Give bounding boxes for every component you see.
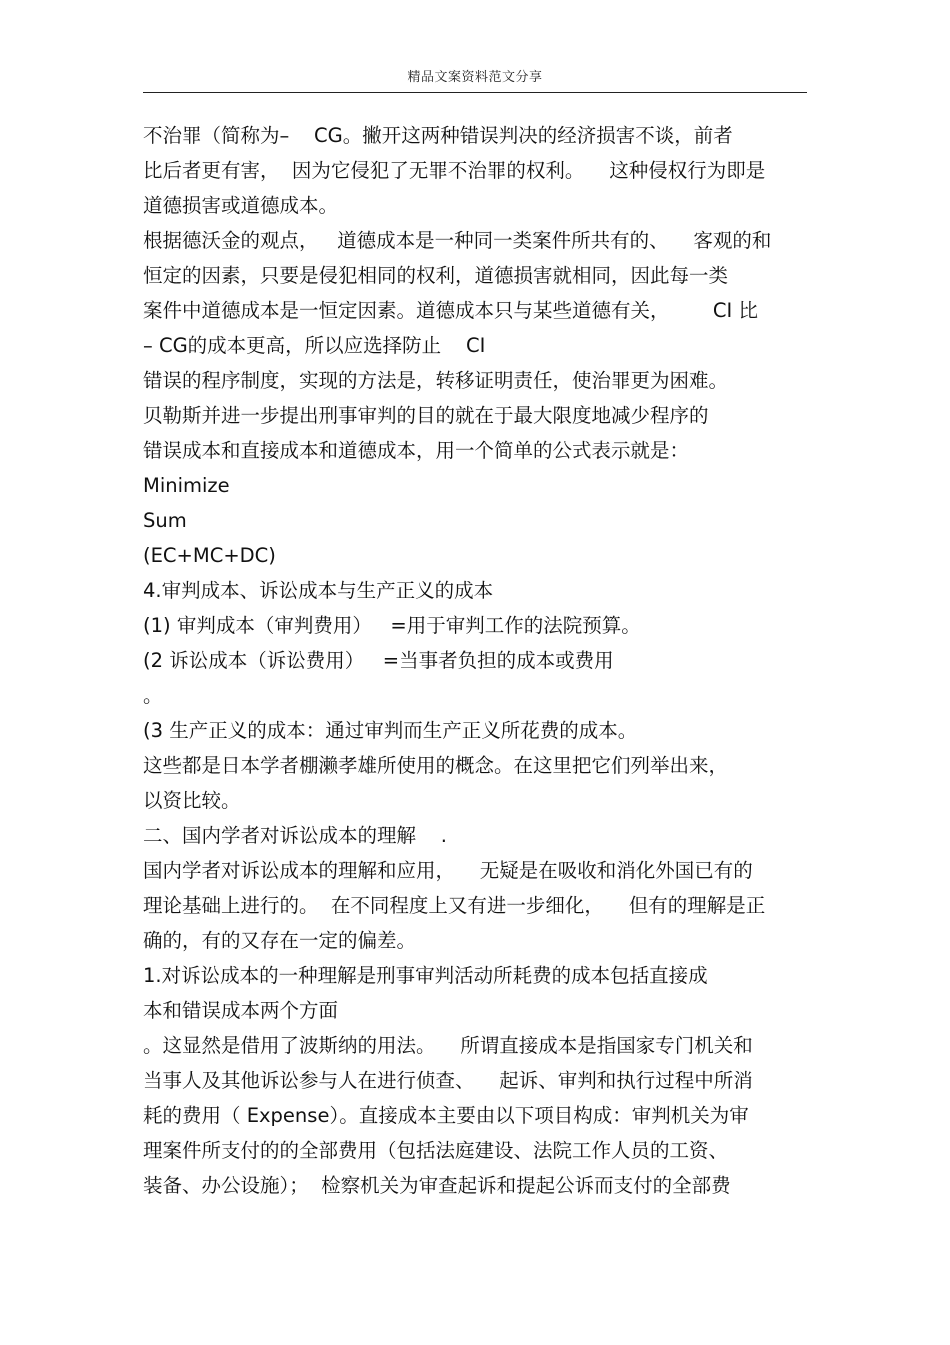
text-line: 。这显然是借用了波斯纳的用法。 所谓直接成本是指国家专门机关和 [143, 1034, 753, 1057]
text-line: 耗的费用（ Expense）。直接成本主要由以下项目构成：审判机关为审 [143, 1104, 749, 1127]
list-item: (3 生产正义的成本：通过审判而生产正义所花费的成本。 [143, 719, 638, 742]
text-line: 恒定的因素，只要是侵犯相同的权利，道德损害就相同，因此每一类 [143, 264, 729, 287]
text-line: 这些都是日本学者棚濑孝雄所使用的概念。在这里把它们列举出来， [143, 754, 729, 777]
formula-line: Minimize [143, 474, 230, 497]
text-line: 案件中道德成本是一恒定因素。道德成本只与某些道德有关， CI 比 [143, 299, 758, 322]
text-line: 理论基础上进行的。 在不同程度上又有进一步细化， 但有的理解是正 [143, 894, 766, 917]
text-line: 国内学者对诉讼成本的理解和应用， 无疑是在吸收和消化外国已有的 [143, 859, 753, 882]
list-item: (2 诉讼成本（诉讼费用） =当事者负担的成本或费用 [143, 649, 614, 672]
text-line: 道德损害或道德成本。 [143, 194, 339, 217]
text-line: – CG的成本更高，所以应选择防止 CI [143, 334, 486, 357]
text-line: 确的，有的又存在一定的偏差。 [143, 929, 417, 952]
text-line: 当事人及其他诉讼参与人在进行侦查、 起诉、审判和执行过程中所消 [143, 1069, 753, 1092]
text-line: 错误成本和直接成本和道德成本，用一个简单的公式表示就是： [143, 439, 690, 462]
header-title: 精品文案资料范文分享 [407, 70, 543, 85]
text-line: 本和错误成本两个方面 [143, 999, 339, 1022]
text-line: 比后者更有害， 因为它侵犯了无罪不治罪的权利。 这种侵权行为即是 [143, 159, 766, 182]
text-line: 以资比较。 [143, 789, 241, 812]
formula-line: Sum [143, 509, 187, 532]
text-line: 1.对诉讼成本的一种理解是刑事审判活动所耗费的成本包括直接成 [143, 964, 708, 987]
text-line: 贝勒斯并进一步提出刑事审判的目的就在于最大限度地减少程序的 [143, 404, 709, 427]
section-heading: 4.审判成本、诉讼成本与生产正义的成本 [143, 579, 494, 602]
text-line: 错误的程序制度，实现的方法是，转移证明责任，使治罪更为困难。 [143, 369, 729, 392]
list-item: (1) 审判成本（审判费用） =用于审判工作的法院预算。 [143, 614, 641, 637]
document-body [143, 118, 823, 1203]
text-line: 根据德沃金的观点， 道德成本是一种同一类案件所共有的、 客观的和 [143, 229, 772, 252]
text-line: 。 [143, 684, 163, 707]
page-header [143, 62, 807, 93]
text-line: 不治罪（简称为– CG。撇开这两种错误判决的经济损害不谈，前者 [143, 124, 733, 147]
formula-line: (EC+MC+DC) [143, 544, 276, 567]
section-heading: 二、国内学者对诉讼成本的理解 . [143, 824, 447, 847]
text-line: 装备、办公设施）； 检察机关为审查起诉和提起公诉而支付的全部费 [143, 1174, 731, 1197]
text-line: 理案件所支付的的全部费用（包括法庭建设、法院工作人员的工资、 [143, 1139, 729, 1162]
